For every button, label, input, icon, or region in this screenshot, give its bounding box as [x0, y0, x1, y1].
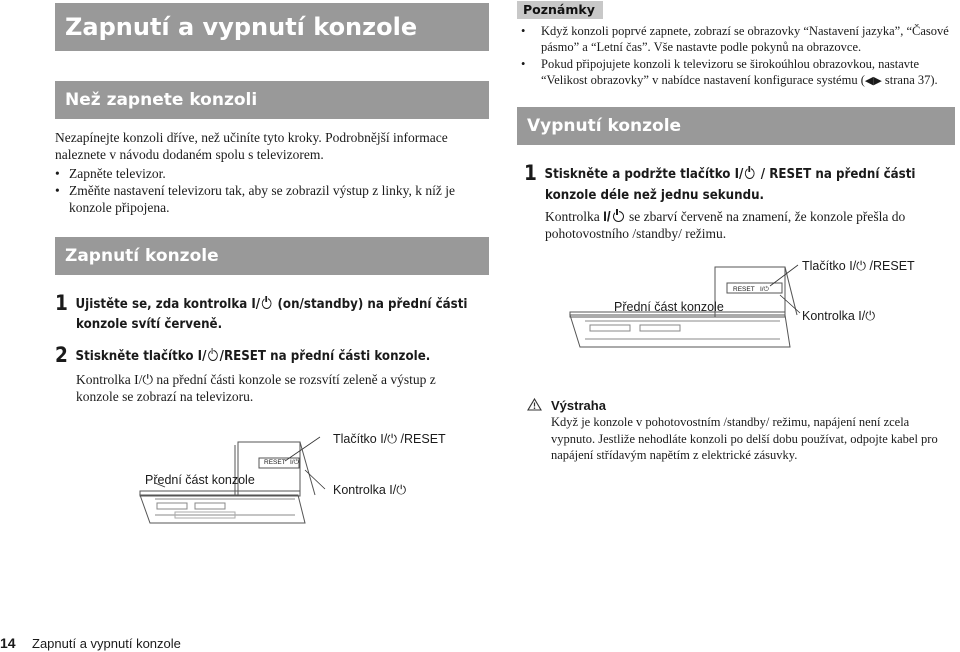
callout-line [285, 437, 320, 461]
power-icon: I/ [198, 348, 220, 364]
section-heading-power-on: Zapnutí konzole [55, 237, 489, 275]
page-reference-icon: ◀▶ [864, 75, 882, 87]
fig-led-label: Kontrolka I/⏻ [802, 309, 876, 323]
bullet-dot: • [521, 24, 526, 38]
note-item [521, 56, 951, 89]
note-text-part: Pokud připojujete konzoli k televizoru se širokoúhlou obrazovkou, nastavte “Velikost obrazovky” v nabídce nastavení konfigurace systému ( [541, 57, 920, 87]
body-text: se zbarví červeně na znamení, že konzole přešla do pohotovostního /standby/ režimu. [545, 209, 906, 241]
step-text: /RESET na přední části konzole. [219, 348, 431, 364]
step-number: 1 [55, 291, 68, 315]
step-1-heading-cont [76, 314, 222, 334]
step-number: 1 [524, 161, 537, 185]
note-item [521, 23, 951, 55]
fig-front-label: Přední část konzole [614, 300, 724, 314]
step-text: Ujistěte se, zda kontrolka [75, 296, 248, 312]
step-text: / RESET na přední části [760, 166, 916, 182]
bullet-dot: • [55, 183, 60, 198]
caution-heading: Výstraha [551, 398, 606, 413]
caution-text: Když je konzole v pohotovostním /standby/ režimu, napájení není zcela vypnuto. Jestliže nehodláte konzoli po delší dobu používat, odpojte kabel pro napájení střídavým napětím z elektrické zásuvky. [551, 415, 938, 462]
step-text: konzole déle než jednu sekundu. [545, 187, 765, 203]
fig-reset-text: RESET [733, 286, 755, 293]
bullet-dot: • [521, 57, 526, 71]
callout-line [780, 295, 800, 313]
step-number: 2 [55, 343, 68, 367]
section-heading-before: Než zapnete konzoli [55, 81, 489, 119]
step-text: Stiskněte tlačítko [75, 348, 194, 364]
body-text: Kontrolka [545, 209, 600, 224]
fig-button-label: Tlačítko I/⏻ /RESET [802, 259, 915, 273]
page-number: 14 [0, 635, 16, 651]
power-icon: I/ [603, 209, 626, 224]
section-heading-power-off: Vypnutí konzole [517, 107, 955, 145]
power-icon: I/ [735, 166, 761, 182]
fig-reset-text: RESET [264, 459, 286, 466]
callout-line [305, 470, 325, 489]
running-title: Zapnutí a vypnutí konzole [32, 636, 181, 651]
note-text-part: strana 37). [884, 73, 938, 87]
step-text: Stiskněte a podržte tlačítko [544, 166, 731, 182]
before-intro: Nezapínejte konzoli dříve, než učiníte tyto kroky. Podrobnější informace naleznete v návodu dodaném spolu s televizorem. [55, 130, 448, 162]
fig-io-text: I/⏻ [290, 459, 299, 466]
notes-heading: Poznámky [517, 1, 603, 19]
callout-line [770, 265, 798, 286]
step-1-heading [55, 293, 468, 314]
bullet-text: Zapněte televizor. [69, 166, 166, 181]
step-text: konzole svítí červeně. [76, 316, 223, 332]
fig-front-label: Přední část konzole [145, 473, 255, 487]
fig-led-label: Kontrolka I/⏻ [333, 483, 407, 497]
step-text: (on/standby) na přední části [277, 296, 468, 312]
warning-icon [527, 398, 542, 411]
note-text: Když konzoli poprvé zapnete, zobrazí se obrazovky “Nastavení jazyka”, “Časové pásmo” a “Letní čas”. Vše nastavte podle pokynů na obrazovce. [541, 24, 949, 54]
bullet-text: Změňte nastavení televizoru tak, aby se zobrazil výstup z linky, k níž je konzole připojena. [69, 183, 455, 215]
step-2-heading [55, 345, 430, 366]
step-off-body [545, 208, 945, 242]
page-title: Zapnutí a vypnutí konzole [55, 3, 489, 51]
bullet-dot: • [55, 166, 60, 181]
fig-io-text: I/⏻ [760, 286, 769, 293]
note-text [521, 56, 951, 89]
bullet-item [55, 182, 495, 216]
step-off-heading-cont [545, 185, 764, 205]
bullet-item [55, 165, 495, 182]
step-off-heading [524, 163, 915, 184]
fig-button-label: Tlačítko I/⏻ /RESET [333, 432, 446, 446]
step-2-body: Kontrolka I/⏻ na přední části konzole se rozsvítí zeleně a výstup z konzole se zobrazí na televizoru. [76, 372, 436, 404]
power-icon: I/ [251, 296, 277, 312]
